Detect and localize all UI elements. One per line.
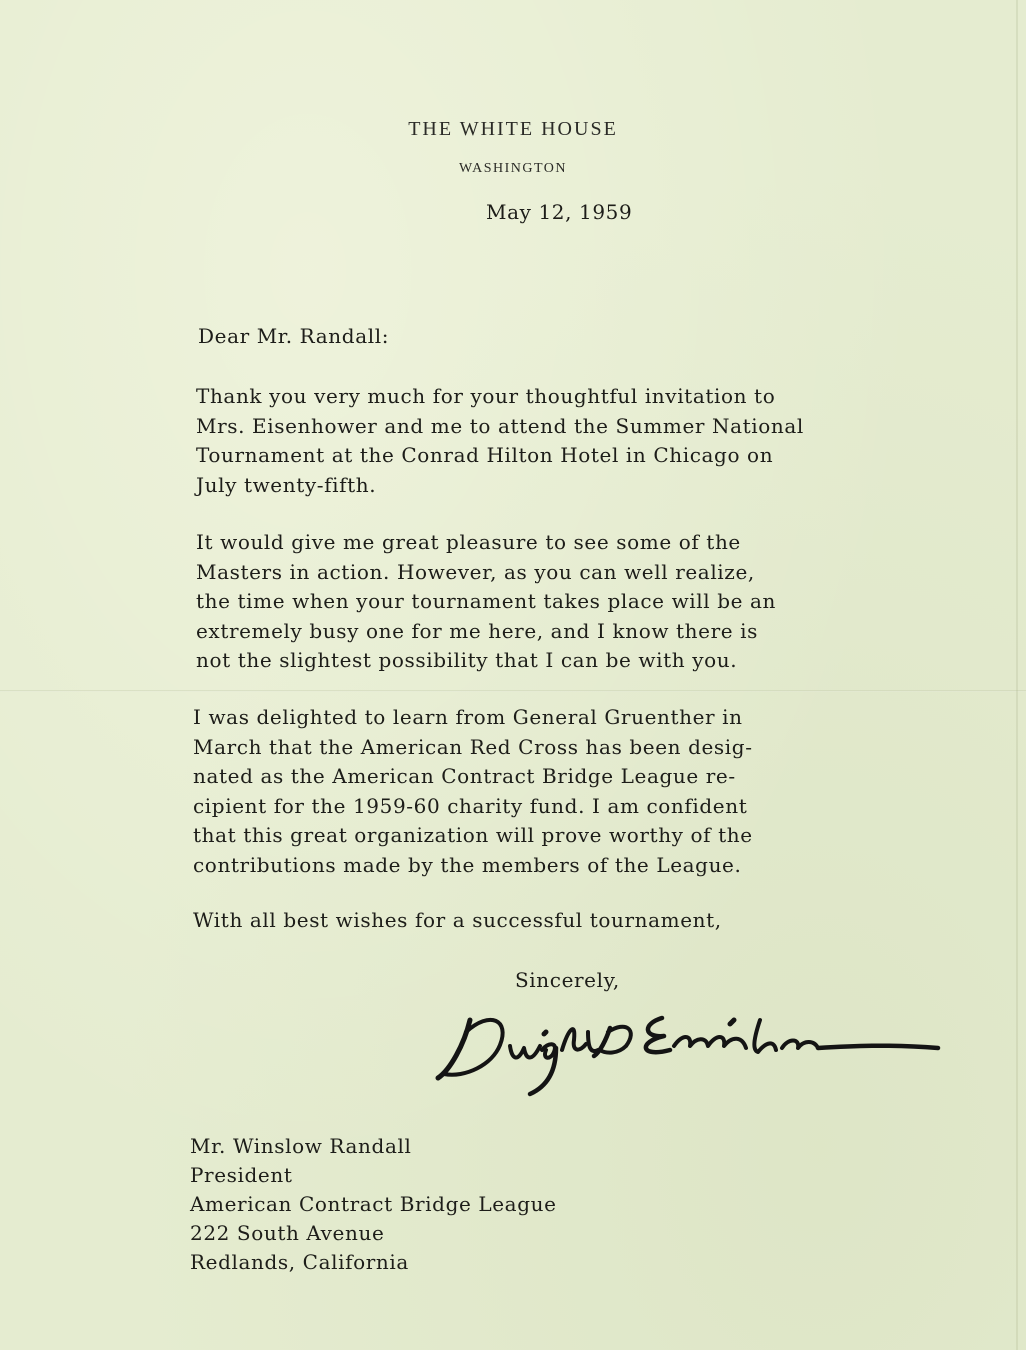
letterhead-title: THE WHITE HOUSE <box>408 118 618 140</box>
recipient-street: 222 South Avenue <box>190 1221 385 1245</box>
recipient-title: President <box>190 1163 293 1187</box>
paragraph-line: July twenty-fifth. <box>196 472 377 497</box>
paragraph-line: Tournament at the Conrad Hilton Hotel in Chicago on <box>196 443 774 467</box>
paragraph-line: the time when your tournament takes place will be an <box>196 589 777 613</box>
salutation: Dear Mr. Randall: <box>198 324 390 348</box>
paper-edge-crease <box>1016 0 1018 1350</box>
paragraph-line: not the slightest possibility that I can be with you. <box>196 648 738 672</box>
paragraph-line: cipient for the 1959-60 charity fund. I am confident <box>193 793 748 818</box>
paragraph-line: March that the American Red Cross has been desig- <box>193 734 753 759</box>
paragraph-line: extremely busy one for me here, and I know there is <box>196 618 758 643</box>
paragraph-2 <box>196 528 776 676</box>
recipient-name: Mr. Winslow Randall <box>190 1134 412 1158</box>
closing-line: With all best wishes for a successful tournament, <box>193 908 722 932</box>
paragraph-line: Thank you very much for your thoughtful invitation to <box>196 384 776 408</box>
recipient-city: Redlands, California <box>190 1250 409 1274</box>
paragraph-line: contributions made by the members of the League. <box>193 852 742 877</box>
paragraph-line: Masters in action. However, as you can well realize, <box>196 559 755 584</box>
paragraph-line: Mrs. Eisenhower and me to attend the Summer National <box>196 413 804 438</box>
paragraph-line: I was delighted to learn from General Gruenther in <box>193 705 743 729</box>
paragraph-line: nated as the American Contract Bridge League re- <box>193 764 736 788</box>
recipient-address <box>190 1132 557 1277</box>
paragraph-3 <box>193 703 753 880</box>
sign-off: Sincerely, <box>515 968 620 992</box>
recipient-organization: American Contract Bridge League <box>190 1192 557 1216</box>
handwritten-signature-icon <box>430 990 950 1100</box>
paragraph-line: that this great organization will prove worthy of the <box>193 823 753 847</box>
paper-fold-line <box>0 690 1026 692</box>
paragraph-line: It would give me great pleasure to see some of the <box>196 530 741 554</box>
letterhead-subtitle: WASHINGTON <box>458 161 568 176</box>
letter-date: May 12, 1959 <box>486 200 633 224</box>
paragraph-1 <box>196 382 804 500</box>
